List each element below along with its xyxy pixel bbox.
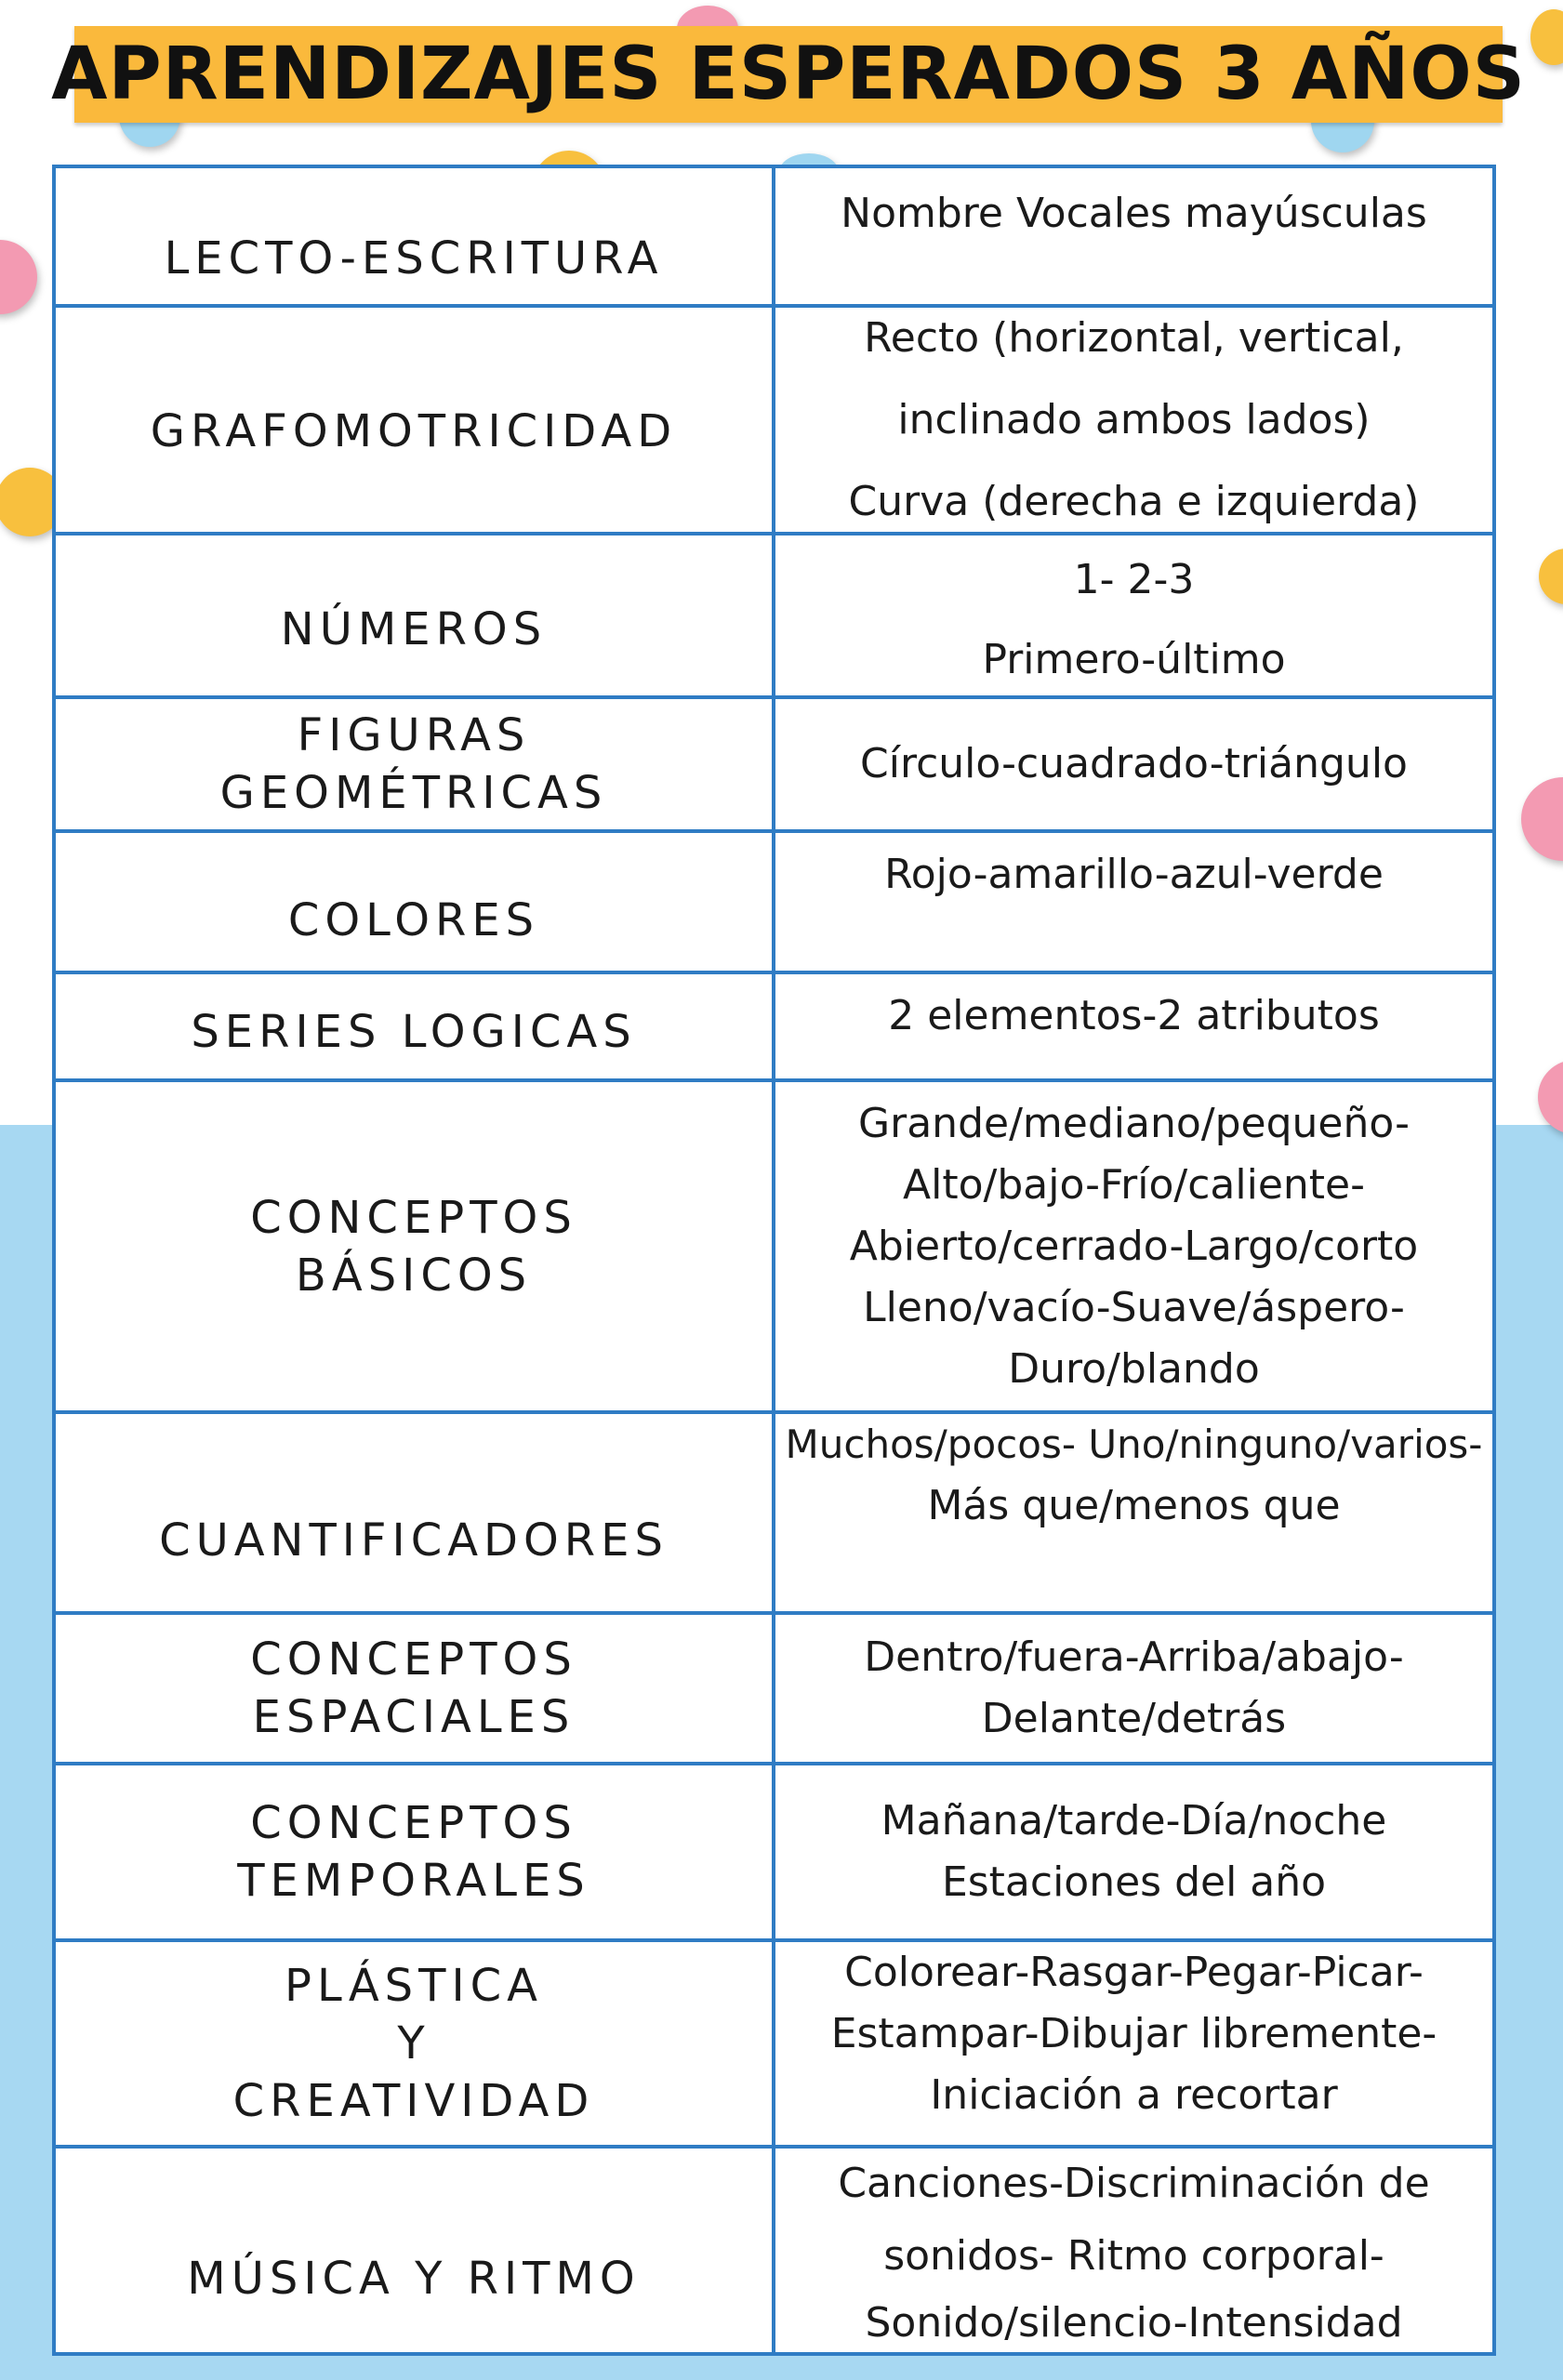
table-row (56, 1082, 1492, 1410)
content-line: 2 elementos-2 atributos (888, 992, 1380, 1039)
area-label: SERIES LOGICAS (191, 1006, 637, 1058)
area-cell (56, 974, 775, 1078)
area-label: COLORES (287, 894, 540, 946)
table-row (56, 1615, 1492, 1762)
area-label: CUANTIFICADORES (159, 1514, 669, 1567)
area-cell (56, 1615, 775, 1762)
content-cell (775, 2149, 1492, 2352)
area-label: BÁSICOS (295, 1249, 533, 1302)
area-cell (56, 1414, 775, 1611)
content-line: Colorear-Rasgar-Pegar-Picar- (844, 1949, 1424, 1996)
area-cell (56, 699, 775, 829)
content-cell (775, 1615, 1492, 1762)
content-line: Nombre Vocales mayúsculas (841, 190, 1427, 237)
content-line: Estampar-Dibujar libremente- (830, 2010, 1437, 2057)
content-cell (775, 1765, 1492, 1938)
table-row (56, 308, 1492, 532)
table-row (56, 833, 1492, 971)
table-row (56, 1942, 1492, 2145)
content-line: Abierto/cerrado-Largo/corto (849, 1222, 1419, 1270)
area-label: GEOMÉTRICAS (219, 767, 608, 819)
content-line: inclinado ambos lados) (897, 395, 1371, 443)
area-label: CONCEPTOS (250, 1191, 577, 1244)
content-line: Dentro/fuera-Arriba/abajo- (864, 1633, 1404, 1681)
content-line: Estaciones del año (941, 1858, 1327, 1906)
content-line: Círculo-cuadrado-triángulo (860, 740, 1408, 787)
content-cell (775, 308, 1492, 532)
area-label: GRAFOMOTRICIDAD (150, 404, 678, 457)
content-cell (775, 168, 1492, 304)
content-line: sonidos- Ritmo corporal- (883, 2231, 1384, 2280)
content-cell (775, 974, 1492, 1078)
area-label: MÚSICA Y RITMO (187, 2252, 641, 2305)
area-cell (56, 2149, 775, 2352)
content-cell (775, 1942, 1492, 2145)
content-cell (775, 1414, 1492, 1611)
area-label: CREATIVIDAD (232, 2075, 595, 2127)
area-cell (56, 833, 775, 971)
table-row (56, 1414, 1492, 1611)
content-cell (775, 1082, 1492, 1410)
area-label: TEMPORALES (237, 1855, 590, 1907)
content-line: Duro/blando (1008, 1344, 1260, 1393)
content-line: Curva (derecha e izquierda) (848, 477, 1420, 525)
content-line: Alto/bajo-Frío/caliente- (903, 1160, 1365, 1209)
area-label: ESPACIALES (252, 1691, 576, 1743)
content-line: Sonido/silencio-Intensidad (865, 2298, 1403, 2347)
content-line: Canciones-Discriminación de (838, 2159, 1430, 2207)
area-label: CONCEPTOS (250, 1633, 577, 1686)
area-cell (56, 308, 775, 532)
content-line: Primero-último (982, 636, 1286, 683)
content-line: Mañana/tarde-Día/noche (881, 1797, 1387, 1844)
area-label: NÚMEROS (280, 603, 548, 655)
area-cell (56, 536, 775, 695)
page-title: APRENDIZAJES ESPERADOS 3 AÑOS (51, 33, 1526, 116)
content-line: Delante/detrás (981, 1695, 1287, 1742)
area-label: PLÁSTICA (285, 1960, 543, 2012)
area-label: FIGURAS (297, 709, 531, 761)
table-row (56, 1765, 1492, 1938)
table-row (56, 974, 1492, 1078)
table-row (56, 536, 1492, 695)
area-cell (56, 1082, 775, 1410)
content-line: Grande/mediano/pequeño- (858, 1099, 1410, 1147)
content-line: Muchos/pocos- Uno/ninguno/varios- (785, 1421, 1483, 1467)
area-label: CONCEPTOS (250, 1797, 577, 1849)
learning-objectives-table (52, 165, 1496, 2356)
content-line: Recto (horizontal, vertical, (864, 313, 1404, 362)
title-banner (51, 26, 1526, 123)
content-line: Rojo-amarillo-azul-verde (884, 851, 1384, 898)
area-cell (56, 1765, 775, 1938)
table-row (56, 699, 1492, 829)
table-row (56, 168, 1492, 304)
content-cell (775, 699, 1492, 829)
content-line: Lleno/vacío-Suave/áspero- (863, 1283, 1405, 1331)
area-cell (56, 168, 775, 304)
content-line: Más que/menos que (927, 1482, 1341, 1529)
table-row (56, 2149, 1492, 2352)
area-label: Y (397, 2017, 430, 2069)
content-cell (775, 833, 1492, 971)
area-cell (56, 1942, 775, 2145)
content-cell (775, 536, 1492, 695)
content-line: Iniciación a recortar (930, 2071, 1338, 2119)
content-line: 1- 2-3 (1073, 556, 1195, 603)
area-label: LECTO-ESCRITURA (164, 232, 664, 284)
